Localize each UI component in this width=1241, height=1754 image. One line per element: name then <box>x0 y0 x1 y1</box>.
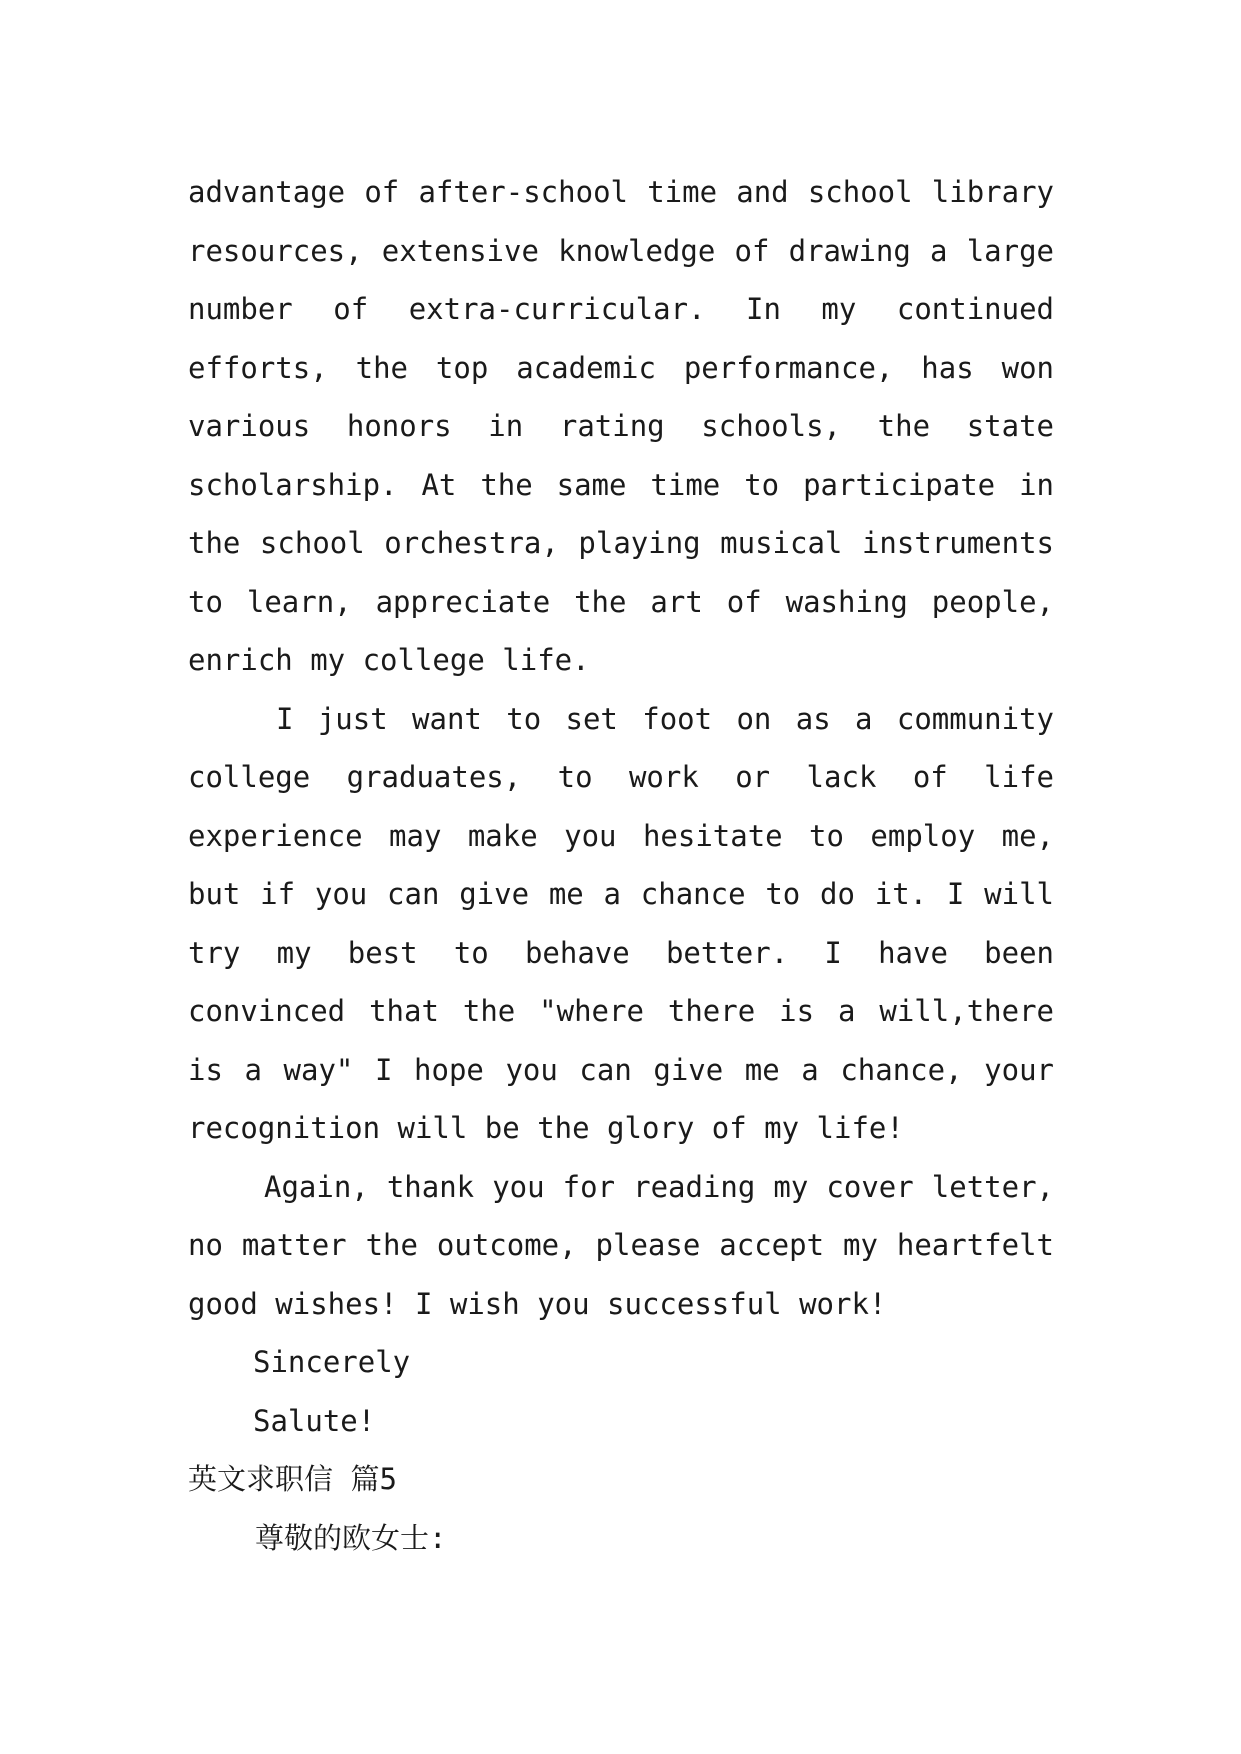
paragraph-academic: advantage of after-school time and school library resources, extensive knowledge of drawing a large number of extra-curricular. In my continued efforts, the top academic performance, has won various honors in rating schools, the state scholarship. At the same time to participate in the school orchestra, playing musical instruments to learn, appreciate the art of washing people, enrich my college life. <box>188 175 1054 677</box>
section-heading: 英文求职信 篇5 <box>188 1462 397 1496</box>
closing-sincerely: Sincerely <box>253 1345 411 1379</box>
closing-salute: Salute! <box>253 1403 376 1438</box>
salutation-line: 尊敬的欧女士: <box>255 1520 447 1555</box>
letter-body <box>188 163 1054 1567</box>
paragraph-thanks: Again, thank you for reading my cover letter, no matter the outcome, please accept my heartfelt good wishes! I wish you successful work! <box>188 1169 1054 1321</box>
paragraph-request: I just want to set foot on as a community college graduates, to work or lack of life experience may make you hesitate to employ me, but if you can give me a chance to do it. I will try my best to behave better. I have been convinced that the "where there is a will,there is a way" I hope you can give me a chance, your recognition will be the glory of my life! <box>188 701 1054 1145</box>
